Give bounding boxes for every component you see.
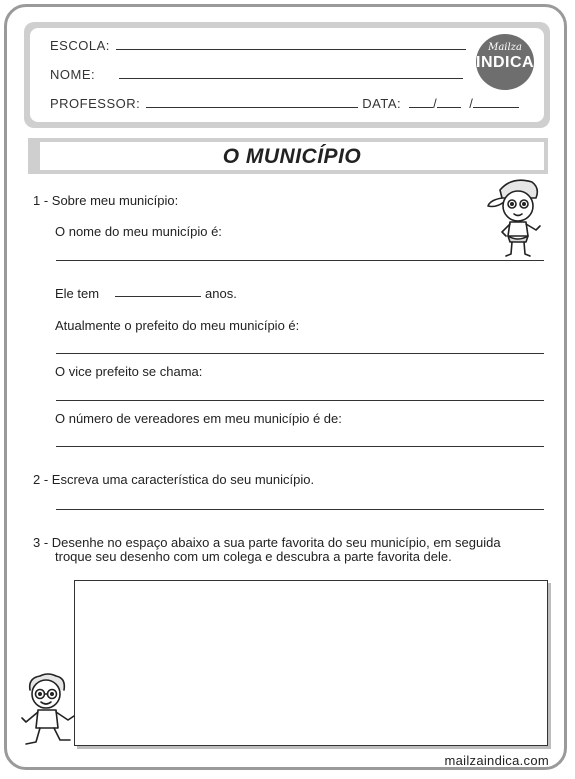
q1-nome-answer-line[interactable] [56,260,544,261]
q1-idade-answer-line[interactable] [115,296,201,297]
drawing-area[interactable] [74,580,548,746]
q1-idade-prefix: Ele tem [55,286,100,301]
escola-row [50,38,466,53]
boy-glasses-illustration-icon [16,672,82,752]
q2-answer-line[interactable] [56,509,544,510]
escola-label: ESCOLA: [50,38,110,53]
boy-cap-illustration-icon [482,172,548,260]
nome-field[interactable] [119,77,463,79]
q1-idade-suffix: anos. [205,286,237,301]
q1-vereadores-prompt: O número de vereadores em meu município é de: [55,411,342,426]
professor-label: PROFESSOR: [50,96,141,111]
date-year-field[interactable] [473,107,519,108]
page-title: O MUNICÍPIO [222,145,362,168]
q1-prompt: 1 - Sobre meu município: [33,193,179,208]
footer-website[interactable]: mailzaindica.com [444,753,549,768]
nome-label: NOME: [50,67,96,82]
professor-row [50,96,519,111]
q1-nome-prompt: O nome do meu município é: [55,224,222,239]
q3-prompt-line2: troque seu desenho com um colega e descubra a parte favorita dele. [55,549,452,564]
title-panel [40,142,544,170]
q1-vice-prompt: O vice prefeito se chama: [55,364,203,379]
date-separator-2: / [469,96,474,111]
q1-vice-answer-line[interactable] [56,400,544,401]
date-month-field[interactable] [437,107,461,108]
q1-prefeito-answer-line[interactable] [56,353,544,354]
q1-prefeito-prompt: Atualmente o prefeito do meu município é: [55,318,300,333]
escola-field[interactable] [116,48,466,50]
brand-logo [476,34,534,90]
logo-script-text: Mailza [488,42,522,53]
date-separator-1: / [433,96,438,111]
date-day-field[interactable] [409,107,433,108]
professor-field[interactable] [146,106,358,108]
q3-prompt-line1: 3 - Desenhe no espaço abaixo a sua parte favorita do seu município, em seguida [33,535,501,550]
q1-vereadores-answer-line[interactable] [56,446,544,447]
nome-row [50,67,463,82]
q2-prompt: 2 - Escreva uma característica do seu município. [33,472,315,487]
logo-brand-text: INDICA [476,54,535,71]
data-label: DATA: [362,96,402,111]
